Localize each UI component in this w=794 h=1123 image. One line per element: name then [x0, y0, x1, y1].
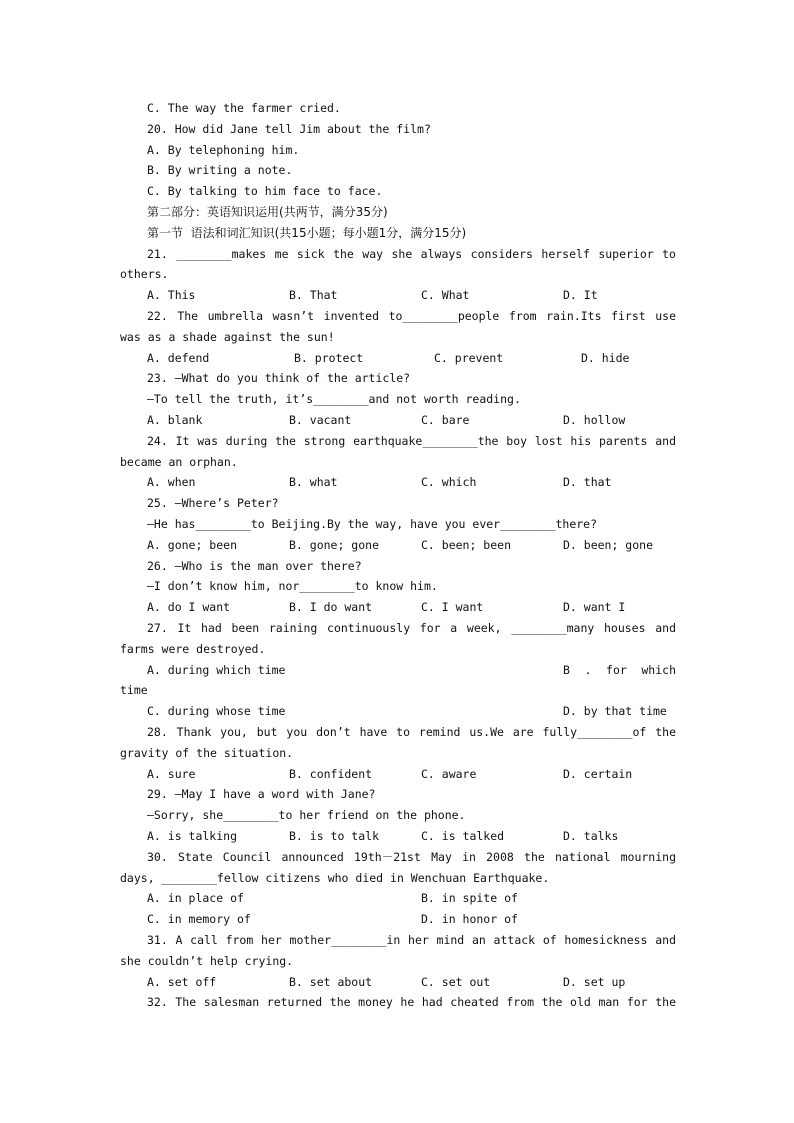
text-line: she couldn’t help crying.: [120, 953, 294, 968]
answer-option: D. been; gone: [563, 537, 654, 552]
answer-option: A. gone; been: [147, 537, 238, 552]
answer-options-row: [0, 764, 794, 785]
answer-option: D. that: [563, 475, 612, 490]
answer-options-row: [0, 348, 794, 369]
answer-option: C. What: [421, 288, 470, 303]
text-line: C. The way the farmer cried.: [147, 101, 341, 115]
answer-option: D. in honor of: [421, 912, 518, 927]
answer-option: D. set up: [563, 974, 626, 989]
text-line: days, ________fellow citizens who died in Wenchuan Earthquake.: [120, 870, 550, 885]
answer-option: D. talks: [563, 829, 619, 843]
answer-option: B. gone; gone: [289, 537, 380, 552]
text-line: 32. The salesman returned the money he had cheated from the old man for the: [147, 995, 676, 1010]
answer-option: A. do I want: [147, 600, 231, 615]
text-line: 28. Thank you, but you don’t have to remind us.We are fully________of the: [147, 725, 676, 739]
answer-option: C. I want: [421, 600, 484, 615]
answer-option: C. is talked: [421, 829, 505, 843]
answer-option: B. vacant: [289, 413, 352, 427]
answer-option: C. been; been: [421, 537, 512, 552]
answer-option: B. is to talk: [289, 829, 380, 843]
answer-option: D. hide: [581, 350, 630, 365]
answer-option: A. set off: [147, 974, 217, 989]
answer-options-row: [0, 660, 794, 681]
answer-option: D. certain: [563, 766, 633, 781]
text-line: —To tell the truth, it’s________and not worth reading.: [147, 392, 521, 407]
text-line: 30. State Council announced 19th－21st May in 2008 the national mourning: [147, 849, 676, 864]
text-line: —He has________to Beijing.By the way, have you ever________there?: [147, 517, 598, 531]
answer-option: D. want I: [563, 600, 626, 615]
answer-option: C. which: [421, 475, 477, 490]
answer-options-row: [0, 701, 794, 722]
answer-options-row: [0, 826, 794, 847]
answer-option: D. hollow: [563, 413, 626, 427]
section-heading: 第一节 语法和词汇知识(共15小题；每小题1分，满分15分): [147, 225, 467, 240]
answer-options-row: [0, 972, 794, 993]
answer-option: A. during which time: [147, 662, 286, 677]
text-line: time: [120, 683, 148, 698]
answer-option: A. defend: [147, 350, 210, 365]
answer-option: C. aware: [421, 766, 477, 781]
answer-option: A. is talking: [147, 829, 238, 843]
text-line: 24. It was during the strong earthquake________the boy lost his parents and: [147, 433, 676, 448]
text-line: 31. A call from her mother________in her mind an attack of homesickness and: [147, 933, 676, 947]
answer-option: B. what: [289, 475, 338, 490]
answer-option: B. confident: [289, 766, 373, 781]
section-heading: 第二部分：英语知识运用(共两节，满分35分): [147, 205, 388, 219]
answer-options-row: [0, 535, 794, 556]
text-line: was as a shade against the sun!: [120, 329, 335, 344]
answer-options-row: [0, 410, 794, 431]
answer-option: B. That: [289, 288, 338, 303]
text-line: 22. The umbrella wasn’t invented to________people from rain.Its first use: [147, 309, 676, 323]
answer-option: B . for which: [563, 662, 676, 677]
text-line: 25. —Where’s Peter?: [147, 496, 279, 511]
answer-option: A. when: [147, 475, 196, 490]
text-line: B. By writing a note.: [147, 163, 293, 178]
answer-option: A. in place of: [147, 891, 244, 906]
text-line: C. By talking to him face to face.: [147, 184, 383, 199]
answer-option: B. protect: [294, 350, 364, 365]
answer-options-row: [0, 909, 794, 930]
answer-option: C. during whose time: [147, 704, 286, 719]
answer-option: C. prevent: [434, 350, 504, 365]
text-line: 29. —May I have a word with Jane?: [147, 787, 376, 802]
answer-option: D. by that time: [563, 704, 667, 719]
text-line: farms were destroyed.: [120, 641, 266, 656]
answer-option: C. set out: [421, 974, 491, 989]
answer-option: B. I do want: [289, 600, 373, 615]
text-line: became an orphan.: [120, 454, 238, 469]
text-line: 27. It had been raining continuously for a week, ________many houses and: [147, 621, 676, 635]
answer-option: C. in memory of: [147, 912, 251, 927]
text-line: —Sorry, she________to her friend on the phone.: [147, 808, 466, 823]
text-line: —I don’t know him, nor________to know him.: [147, 579, 438, 594]
text-line: others.: [120, 267, 169, 282]
answer-option: A. sure: [147, 766, 196, 781]
text-line: A. By telephoning him.: [147, 142, 300, 157]
answer-option: A. This: [147, 288, 196, 303]
text-line: gravity of the situation.: [120, 745, 294, 760]
answer-options-row: [0, 597, 794, 618]
text-line: 23. —What do you think of the article?: [147, 371, 411, 386]
answer-option: B. set about: [289, 974, 373, 989]
text-line: 21. ________makes me sick the way she always considers herself superior to: [147, 246, 676, 261]
answer-option: D. It: [563, 288, 598, 303]
text-line: 20. How did Jane tell Jim about the film?: [147, 121, 431, 136]
text-line: 26. —Who is the man over there?: [147, 558, 362, 573]
answer-options-row: [0, 285, 794, 306]
answer-option: B. in spite of: [421, 891, 518, 906]
answer-options-row: [0, 472, 794, 493]
answer-option: A. blank: [147, 413, 203, 427]
answer-option: C. bare: [421, 413, 470, 427]
answer-options-row: [0, 888, 794, 909]
